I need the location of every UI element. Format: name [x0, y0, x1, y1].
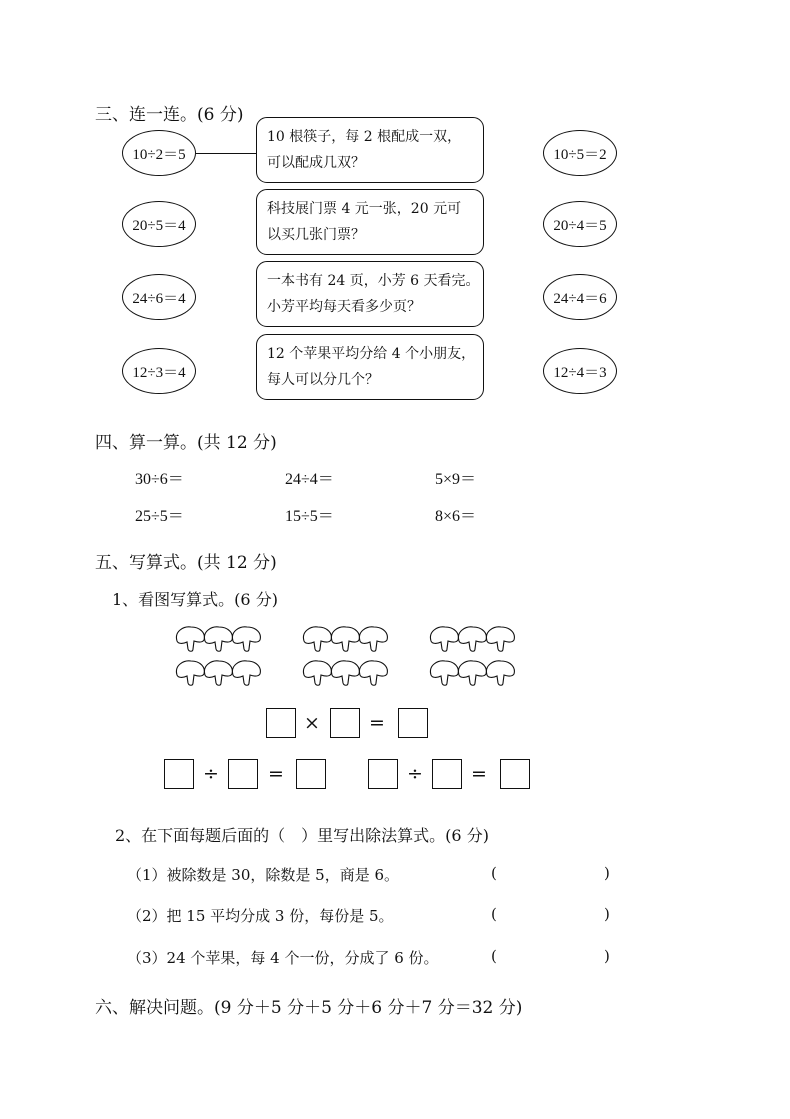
paren-open: ( — [491, 864, 497, 882]
mushroom-icon — [204, 661, 232, 685]
mushroom-icon — [359, 661, 387, 685]
right-oval-3[interactable]: 24÷4＝6 — [543, 274, 617, 320]
left-oval-1[interactable]: 10÷2＝5 — [122, 130, 196, 176]
mushroom-icon — [331, 627, 359, 651]
sub2-title: 2、在下面每题后面的（ ）里写出除法算式。(6 分) — [115, 826, 489, 845]
mushroom-icon — [430, 661, 458, 685]
mushroom-icon — [176, 661, 204, 685]
question-1-line2: 可以配成几双？ — [267, 155, 365, 171]
question-2-line2: 以买几张门票？ — [267, 227, 365, 243]
fill-item-1: （1）被除数是 30，除数是 5，商是 6。 — [127, 866, 400, 884]
question-1-line1: 10 根筷子，每 2 根配成一双， — [267, 129, 462, 145]
divide-sign: ÷ — [203, 763, 219, 785]
mushroom-icon — [176, 627, 204, 651]
calc-4: 25÷5＝ — [135, 508, 184, 525]
question-2-line1: 科技展门票 4 元一张，20 元可 — [267, 201, 462, 217]
answer-box[interactable] — [368, 759, 398, 789]
section3-title: 三、连一连。(6 分) — [95, 105, 244, 125]
mushroom-icon — [331, 661, 359, 685]
mushroom-icon — [303, 661, 331, 685]
calc-2: 24÷4＝ — [285, 471, 334, 488]
mushroom-group-3 — [430, 627, 514, 685]
equals-sign: = — [268, 763, 284, 785]
paren-open: ( — [491, 947, 497, 965]
mushroom-icon — [232, 661, 260, 685]
right-oval-1[interactable]: 10÷5＝2 — [543, 130, 617, 176]
answer-box[interactable] — [266, 708, 296, 738]
fill-item-3: （3）24 个苹果，每 4 个一份，分成了 6 份。 — [127, 949, 439, 967]
mushroom-icon — [486, 661, 514, 685]
paren-close: ) — [604, 905, 610, 923]
question-4-line1: 12 个苹果平均分给 4 个小朋友， — [267, 346, 476, 362]
right-oval-4[interactable]: 12÷4＝3 — [543, 348, 617, 394]
paren-close: ) — [604, 947, 610, 965]
mushroom-icon — [458, 661, 486, 685]
answer-field-2[interactable] — [500, 903, 600, 925]
mushroom-icon — [430, 627, 458, 651]
equals-sign: = — [471, 763, 487, 785]
calc-6: 8×6＝ — [435, 508, 477, 525]
answer-box[interactable] — [228, 759, 258, 789]
sub1-title: 1、看图写算式。(6 分) — [112, 590, 278, 609]
answer-box[interactable] — [296, 759, 326, 789]
calc-1: 30÷6＝ — [135, 471, 184, 488]
question-3-line2: 小芳平均每天看多少页？ — [267, 299, 421, 315]
question-4-line2: 每人可以分几个？ — [267, 372, 379, 388]
left-oval-3[interactable]: 24÷6＝4 — [122, 274, 196, 320]
section4-title: 四、算一算。(共 12 分) — [95, 433, 277, 453]
section6-title: 六、解决问题。(9 分＋5 分＋5 分＋6 分＋7 分＝32 分) — [95, 998, 523, 1018]
equals-sign: = — [369, 712, 385, 734]
multiply-sign: × — [304, 712, 320, 734]
answer-box[interactable] — [432, 759, 462, 789]
calc-3: 5×9＝ — [435, 471, 477, 488]
mushroom-icon — [303, 627, 331, 651]
answer-box[interactable] — [398, 708, 428, 738]
section5-title: 五、写算式。(共 12 分) — [95, 553, 277, 573]
divide-sign: ÷ — [407, 763, 423, 785]
paren-open: ( — [491, 905, 497, 923]
answer-box[interactable] — [330, 708, 360, 738]
mushroom-icon — [232, 627, 260, 651]
left-oval-2[interactable]: 20÷5＝4 — [122, 201, 196, 247]
calc-5: 15÷5＝ — [285, 508, 334, 525]
question-3-line1: 一本书有 24 页，小芳 6 天看完。 — [267, 273, 480, 289]
answer-field-3[interactable] — [500, 945, 600, 967]
answer-box[interactable] — [164, 759, 194, 789]
mushroom-group-2 — [303, 627, 387, 685]
mushroom-icon — [458, 627, 486, 651]
paren-close: ) — [604, 864, 610, 882]
mushroom-group-1 — [176, 627, 260, 685]
answer-field-1[interactable] — [500, 862, 600, 884]
fill-item-2: （2）把 15 平均分成 3 份，每份是 5。 — [127, 907, 394, 925]
answer-box[interactable] — [500, 759, 530, 789]
left-oval-4[interactable]: 12÷3＝4 — [122, 348, 196, 394]
mushroom-icon — [204, 627, 232, 651]
right-oval-2[interactable]: 20÷4＝5 — [543, 201, 617, 247]
mushroom-icon — [486, 627, 514, 651]
mushroom-icon — [359, 627, 387, 651]
